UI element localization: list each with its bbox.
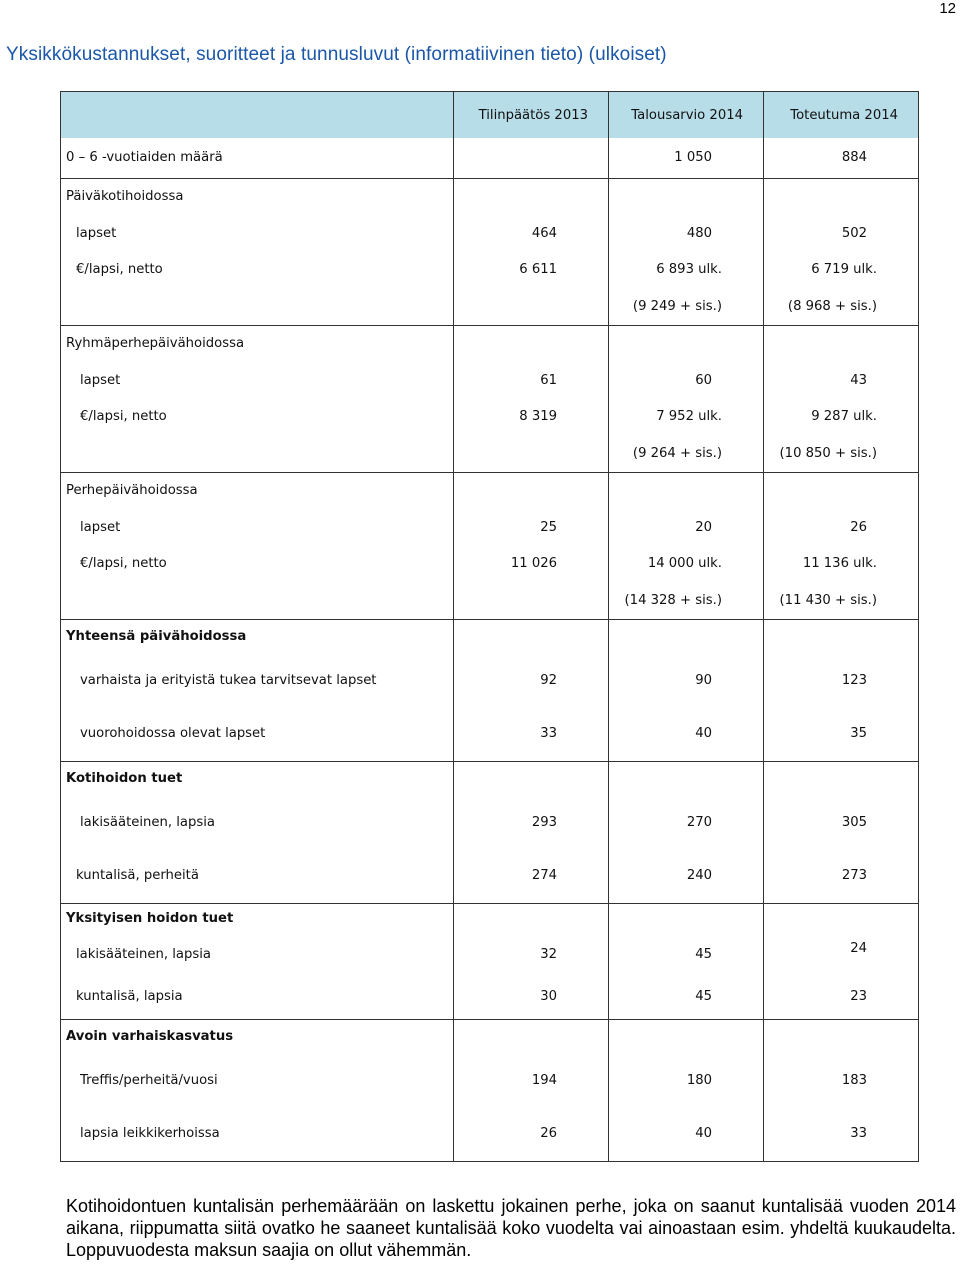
cell-value: 26 bbox=[454, 1107, 609, 1161]
cell-value: 92 bbox=[454, 653, 609, 707]
cell-value: 240 bbox=[609, 849, 764, 903]
cell-value: 8 319 bbox=[454, 398, 609, 435]
row-label: lapset bbox=[80, 519, 121, 535]
cell-value: 30 bbox=[454, 975, 609, 1019]
cell-value: 11 026 bbox=[454, 545, 609, 582]
cell-value: 11 136 ulk. bbox=[764, 545, 919, 582]
table-row bbox=[61, 582, 919, 619]
section-title-row bbox=[61, 178, 919, 215]
cell-value: 14 000 ulk. bbox=[609, 545, 764, 582]
table-row bbox=[61, 398, 919, 435]
cell-value: 25 bbox=[454, 509, 609, 545]
section-title: Päiväkotihoidossa bbox=[66, 189, 184, 205]
cell-value: 1 050 bbox=[609, 138, 764, 178]
cell-value: 45 bbox=[609, 975, 764, 1019]
table-row bbox=[61, 362, 919, 398]
table-row bbox=[61, 1107, 919, 1161]
cell-value bbox=[454, 138, 609, 178]
cell-value: 293 bbox=[454, 795, 609, 849]
table-row bbox=[61, 215, 919, 251]
cell-value: 9 287 ulk. bbox=[764, 398, 919, 435]
cell-value: 7 952 ulk. bbox=[609, 398, 764, 435]
section-title: Avoin varhaiskasvatus bbox=[66, 1028, 234, 1044]
cell-value: 35 bbox=[764, 707, 919, 761]
cell-value: 183 bbox=[764, 1053, 919, 1107]
table-row bbox=[61, 1053, 919, 1107]
row-label: lakisääteinen, lapsia bbox=[76, 946, 211, 962]
row-label: kuntalisä, perheitä bbox=[76, 868, 199, 884]
row-label: €/lapsi, netto bbox=[80, 409, 167, 424]
footnote: Kotihoidontuen kuntalisän perhemäärään on laskettu jokainen perhe, joka on saanut kuntalisää vuoden 2014 aikana, riippumatta siitä ovatko he saaneet kuntalisää koko vuodelta vai ainoastaan esim. yhdeltä kuukaudelta. Loppuvuodesta maksun saajia on ollut vähemmän. bbox=[66, 1196, 956, 1260]
row-label: lapset bbox=[76, 225, 117, 241]
table-row bbox=[61, 975, 919, 1019]
section-title: Perhepäivähoidossa bbox=[66, 483, 198, 499]
row-label: lapsia leikkikerhoissa bbox=[80, 1126, 220, 1142]
cell-value: 90 bbox=[609, 653, 764, 707]
section-title-row bbox=[61, 325, 919, 362]
cell-value: 274 bbox=[454, 849, 609, 903]
cell-value: 305 bbox=[764, 795, 919, 849]
cell-value: 464 bbox=[454, 215, 609, 251]
table-row bbox=[61, 653, 919, 707]
col-header-2013: Tilinpäätös 2013 bbox=[454, 92, 609, 139]
section-title: Yhteensä päivähoidossa bbox=[66, 628, 247, 644]
table-row bbox=[61, 509, 919, 545]
table-header-row bbox=[61, 92, 919, 139]
cell-value: 194 bbox=[454, 1053, 609, 1107]
cell-value: 6 893 ulk. bbox=[609, 251, 764, 288]
cell-note: (9 264 + sis.) bbox=[609, 435, 764, 472]
cell-value: 33 bbox=[454, 707, 609, 761]
cell-value: 61 bbox=[454, 362, 609, 398]
row-label: lapset bbox=[80, 372, 121, 388]
table-row bbox=[61, 933, 919, 975]
row-label: Treffis/perheitä/vuosi bbox=[80, 1072, 218, 1088]
col-header-budget-2014: Talousarvio 2014 bbox=[609, 92, 764, 139]
section-title: Ryhmäperhepäivähoidossa bbox=[66, 336, 245, 352]
section-title: Yksityisen hoidon tuet bbox=[66, 910, 234, 926]
cell-value: 40 bbox=[609, 1107, 764, 1161]
table-row bbox=[61, 251, 919, 288]
cell-value: 45 bbox=[609, 933, 764, 975]
section-title-row bbox=[61, 761, 919, 795]
table-row bbox=[61, 849, 919, 903]
cell-value: 6 611 bbox=[454, 251, 609, 288]
table-row bbox=[61, 545, 919, 582]
cell-value: 26 bbox=[764, 509, 919, 545]
table-row bbox=[61, 707, 919, 761]
cell-note: (9 249 + sis.) bbox=[609, 288, 764, 325]
cell-value: 24 bbox=[764, 933, 919, 975]
cell-note: (14 328 + sis.) bbox=[609, 582, 764, 619]
cell-value: 23 bbox=[764, 975, 919, 1019]
cell-value: 270 bbox=[609, 795, 764, 849]
row-label: varhaista ja erityistä tukea tarvitsevat lapset bbox=[80, 672, 377, 688]
cell-value: 273 bbox=[764, 849, 919, 903]
cell-value: 60 bbox=[609, 362, 764, 398]
row-label: €/lapsi, netto bbox=[80, 556, 167, 571]
cell-value: 480 bbox=[609, 215, 764, 251]
table-row bbox=[61, 795, 919, 849]
cell-value: 32 bbox=[454, 933, 609, 975]
table-row bbox=[61, 435, 919, 472]
cell-value: 123 bbox=[764, 653, 919, 707]
section-title-row bbox=[61, 903, 919, 933]
cell-note: (8 968 + sis.) bbox=[764, 288, 919, 325]
cost-table bbox=[60, 91, 919, 1162]
row-label: kuntalisä, lapsia bbox=[76, 989, 183, 1005]
cell-value: 884 bbox=[764, 138, 919, 178]
section-title-row bbox=[61, 1019, 919, 1053]
cell-value: 40 bbox=[609, 707, 764, 761]
row-label: lakisääteinen, lapsia bbox=[80, 814, 215, 830]
section-title: Kotihoidon tuet bbox=[66, 770, 183, 786]
row-label: vuorohoidossa olevat lapset bbox=[80, 726, 266, 742]
row-label: €/lapsi, netto bbox=[76, 262, 163, 277]
table-row bbox=[61, 288, 919, 325]
col-header-actual-2014: Toteutuma 2014 bbox=[764, 92, 919, 139]
section-title-row bbox=[61, 619, 919, 653]
cell-value: 20 bbox=[609, 509, 764, 545]
cell-note: (10 850 + sis.) bbox=[764, 435, 919, 472]
table-row bbox=[61, 138, 919, 178]
cell-value: 180 bbox=[609, 1053, 764, 1107]
page-title: Yksikkökustannukset, suoritteet ja tunnusluvut (informatiivinen tieto) (ulkoiset) bbox=[6, 44, 667, 65]
row-label: 0 – 6 -vuotiaiden määrä bbox=[66, 150, 223, 166]
cell-value: 502 bbox=[764, 215, 919, 251]
section-title-row bbox=[61, 472, 919, 509]
page-number: 12 bbox=[939, 0, 956, 17]
cell-value: 6 719 ulk. bbox=[764, 251, 919, 288]
cell-value: 33 bbox=[764, 1107, 919, 1161]
header-blank-cell bbox=[61, 92, 454, 139]
cell-value: 43 bbox=[764, 362, 919, 398]
cell-note: (11 430 + sis.) bbox=[764, 582, 919, 619]
